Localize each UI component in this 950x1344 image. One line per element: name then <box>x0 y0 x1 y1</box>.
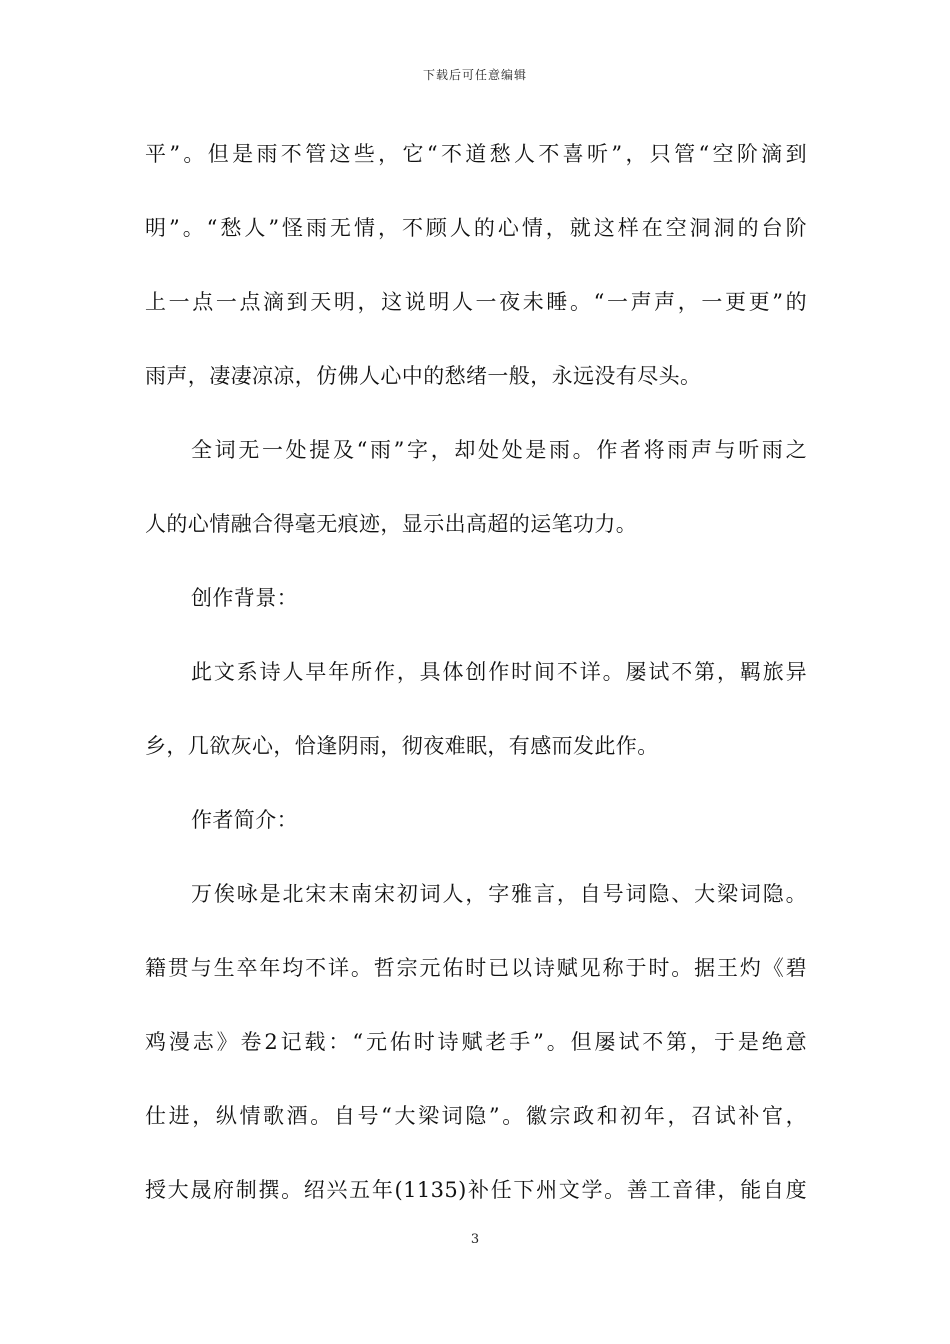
text-line: 籍贯与生卒年均不详。哲宗元佑时已以诗赋见称于时。据王灼《碧 <box>145 956 807 980</box>
text-line: 雨声，凄凄凉凉，仿佛人心中的愁绪一般，永远没有尽头。 <box>145 364 702 388</box>
text-line: 仕进，纵情歌酒。自号“大梁词隐”。徽宗政和初年，召试补官， <box>145 1104 807 1128</box>
text-line: 全词无一处提及“雨”字，却处处是雨。作者将雨声与听雨之 <box>191 438 807 462</box>
section-heading: 创作背景： <box>191 586 298 610</box>
text-line: 上一点一点滴到天明，这说明人一夜未睡。“一声声，一更更”的 <box>145 290 807 314</box>
text-line: 此文系诗人早年所作，具体创作时间不详。屡试不第，羁旅异 <box>191 660 807 684</box>
text-line: 授大晟府制撰。绍兴五年(1135)补任下州文学。善工音律，能自度 <box>145 1178 807 1202</box>
text-line: 人的心情融合得毫无痕迹，显示出高超的运笔功力。 <box>145 512 638 536</box>
text-line: 万俟咏是北宋末南宋初词人，字雅言，自号词隐、大梁词隐。 <box>191 882 807 906</box>
text-line: 平”。但是雨不管这些，它“不道愁人不喜听”，只管“空阶滴到 <box>145 142 807 166</box>
page-number: 3 <box>470 1232 480 1247</box>
body-text <box>145 134 807 1244</box>
section-heading: 作者简介： <box>191 808 298 832</box>
text-line: 明”。“愁人”怪雨无情，不顾人的心情，就这样在空洞洞的台阶 <box>145 216 807 240</box>
page-header: 下载后可任意编辑 <box>422 68 527 82</box>
text-line: 乡，几欲灰心，恰逢阴雨，彻夜难眠，有感而发此作。 <box>145 734 659 758</box>
text-line: 鸡漫志》卷2记载：“元佑时诗赋老手”。但屡试不第，于是绝意 <box>145 1030 807 1054</box>
